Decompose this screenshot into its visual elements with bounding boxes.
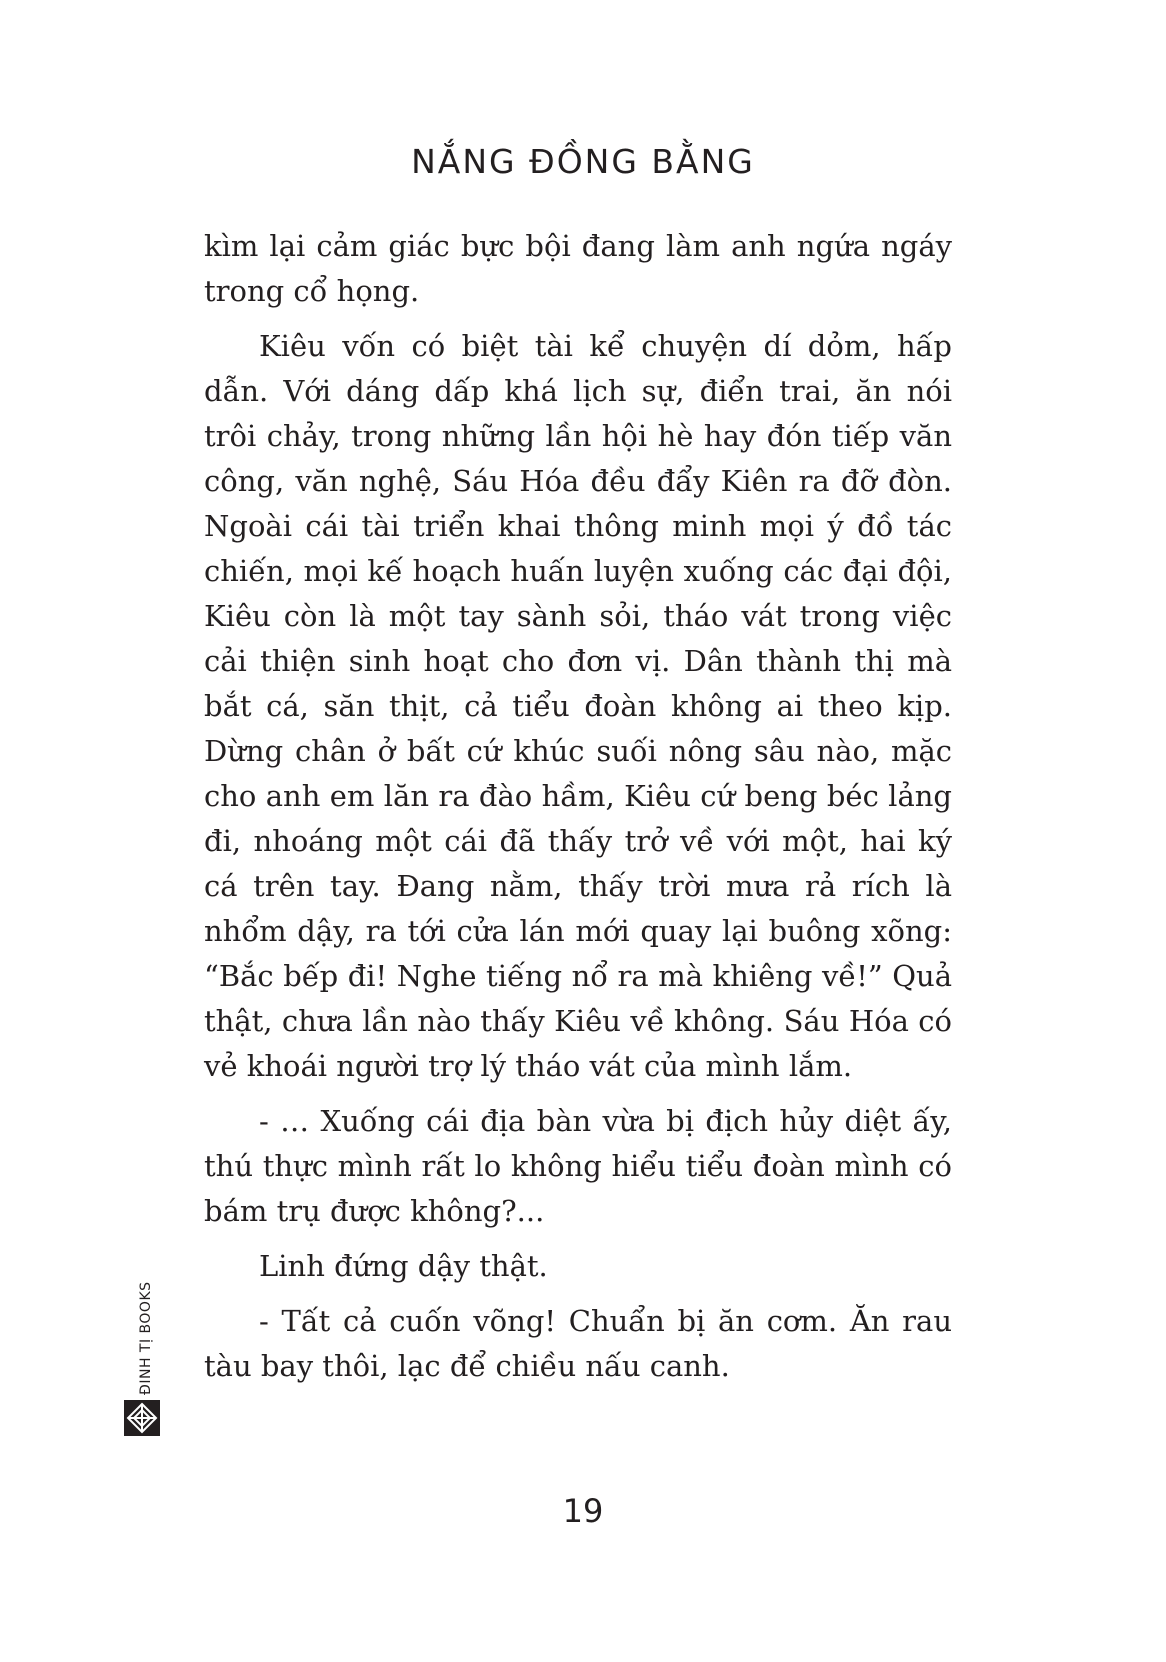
publisher-mark: [124, 1265, 164, 1430]
publisher-logo-icon: [124, 1400, 160, 1436]
paragraph-dialogue: - Tất cả cuốn võng! Chuẩn bị ăn cơm. Ăn rau tàu bay thôi, lạc để chiều nấu canh.: [204, 1304, 952, 1383]
body-text: [204, 224, 952, 1399]
publisher-name: ĐINH TỊ BOOKS: [138, 1281, 154, 1395]
paragraph: Kiêu vốn có biệt tài kể chuyện dí dỏm, hấp dẫn. Với dáng dấp khá lịch sự, điển trai, ăn nói trôi chảy, trong những lần hội hè hay đón tiếp văn công, văn nghệ, Sáu Hóa đều đẩy Kiên ra đỡ đòn. Ngoài cái tài triển khai thông minh mọi ý đồ tác chiến, mọi kế hoạch huấn luyện xuống các đại đội, Kiêu còn là một tay sành sỏi, tháo vát trong việc cải thiện sinh hoạt cho đơn vị. Dân thành thị mà bắt cá, săn thịt, cả tiểu đoàn không ai theo kịp. Dừng chân ở bất cứ khúc suối nông sâu nào, mặc cho anh em lăn ra đào hầm, Kiêu cứ beng béc lảng đi, nhoáng một cái đã thấy trở về với một, hai ký cá trên tay. Đang nằm, thấy trời mưa rả rích là nhổm dậy, ra tới cửa lán mới quay lại buông xõng: “Bắc bếp đi! Nghe tiếng nổ ra mà khiêng về!” Quả thật, chưa lần nào thấy Kiêu về không. Sáu Hóa có vẻ khoái người trợ lý tháo vát của mình lắm.: [204, 329, 952, 1083]
paragraph: Linh đứng dậy thật.: [259, 1249, 548, 1283]
paragraph-continuation: kìm lại cảm giác bực bội đang làm anh ngứa ngáy trong cổ họng.: [204, 229, 952, 308]
running-title: NẮNG ĐỒNG BẰNG: [411, 142, 755, 181]
paragraph-dialogue: - … Xuống cái địa bàn vừa bị địch hủy diệt ấy, thú thực mình rất lo không hiểu tiểu đoàn mình có bám trụ được không?...: [204, 1104, 952, 1228]
page-number: 19: [562, 1492, 604, 1530]
